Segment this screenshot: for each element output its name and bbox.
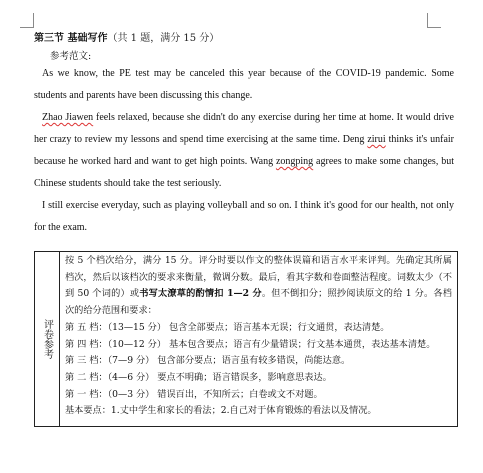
rubric-band <box>65 353 452 370</box>
sample-essay-label: 参考范文: <box>50 51 92 62</box>
name-zongping: zongping <box>275 156 314 167</box>
essay-paragraph-1: As we know, the PE test may be canceled this year because of the COVID-19 pandemic. Some students and parents have been discussing this change. <box>34 68 454 101</box>
essay-paragraph-2-text-c: agrees to make some changes, but Chinese students should take the test seriously. <box>34 156 454 189</box>
rubric-band <box>65 320 452 337</box>
rubric-band <box>65 337 452 354</box>
band-name: 第 三 档 <box>65 355 99 367</box>
band-score: ：（13—15 分） <box>98 321 167 333</box>
rubric-band <box>65 387 452 404</box>
rubric-band <box>65 370 452 387</box>
section-meta: （共 1 题，满分 15 分） <box>107 33 220 44</box>
rubric-side-label: 评卷参考 <box>41 319 53 359</box>
band-score: ：（4—6 分） <box>98 371 155 383</box>
band-score: ：（7—9 分） <box>98 355 155 367</box>
section-heading <box>34 32 454 46</box>
page-corner-mark-top-right <box>427 13 441 28</box>
essay-paragraph-2 <box>34 107 454 195</box>
essay-paragraph-2-text-b: thinks it's unfair because he worked hard and want to get high points. Wang <box>34 134 454 167</box>
rubric-body <box>60 252 457 426</box>
page-corner-mark-top-left <box>20 13 34 28</box>
band-score: ：（0—3 分） <box>98 388 155 400</box>
rubric-side-cell <box>35 252 60 426</box>
band-score: ：（10—12 分） <box>98 338 167 350</box>
rubric-intro-text-a: 按 5 个档次给分，满分 15 分。评分时要以作文的整体误篇和语言水平来评判。先确定其所属档次，然后以该档次的要求来衡量，微调分数。最后，看其字数和卷面整洁程度。词数太少（不到 50 个词的）或 <box>65 255 452 300</box>
band-description: 要点不明确；语言错误多，影响意思表达。 <box>157 371 332 383</box>
band-name: 第 五 档 <box>65 321 99 333</box>
rubric-key-points: 基本要点：1.丈中学生和家长的看法；2.自己对于体育锻炼的看法以及情况。 <box>65 405 377 417</box>
band-description: 基本包含要点；语言有少量错误；行文基本通贯，表达基本清楚。 <box>168 338 436 350</box>
band-name: 第 二 档 <box>65 371 99 383</box>
band-description: 错误百出，不知所云；白卷或文不对题。 <box>157 388 323 400</box>
band-name: 第 一 档 <box>65 388 99 400</box>
essay-paragraph-3: I still exercise everyday, such as playing volleyball and so on. I think it's good for our health, not only for the exam. <box>34 200 454 233</box>
document-page <box>34 32 454 239</box>
rubric-intro-emphasis: 书写太潦草的酌情扣 1—2 分 <box>139 288 262 300</box>
band-name: 第 四 档 <box>65 338 99 350</box>
rubric-intro-text-b: 。但不倒扣分；照抄阅读原文的给 1 分。各档次的给分范围和要求： <box>65 288 452 317</box>
name-zhao-jiawen: Zhao Jiawen <box>42 112 94 123</box>
name-zirui: zirui <box>367 134 386 145</box>
band-description: 包含部分要点；语言虽有较多错误，尚能达意。 <box>157 355 351 367</box>
scoring-rubric-table <box>34 251 458 427</box>
band-description: 包含全部要点；语言基本无误；行文通贯，表达清楚。 <box>168 321 390 333</box>
rubric-intro <box>65 253 452 320</box>
essay-paragraph-2-text-a: feels relaxed, because she didn't do any exercise during her time at home. It would drive her crazy to review my lessons and spend time exercising at the same time. Deng <box>34 112 454 145</box>
section-title: 第三节 基础写作 <box>34 33 108 44</box>
